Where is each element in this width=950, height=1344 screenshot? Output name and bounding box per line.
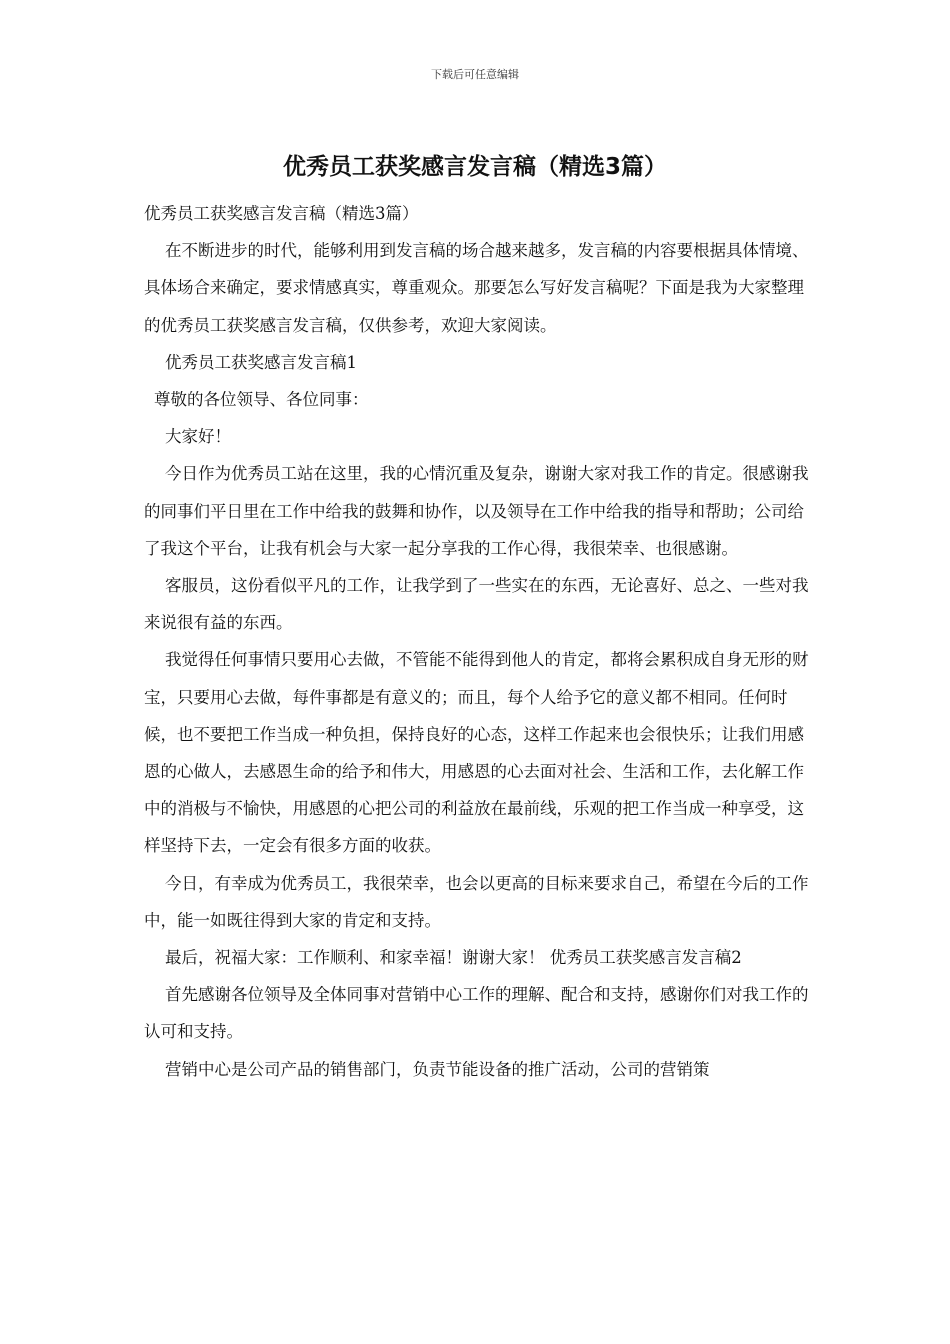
document-title: 优秀员工获奖感言发言稿（精选3篇） [282,154,667,180]
body-paragraph: 首先感谢各位领导及全体同事对营销中心工作的理解、配合和支持，感谢你们对我工作的认可和支持。 [144,985,809,1042]
body-paragraph: 营销中心是公司产品的销售部门，负责节能设备的推广活动，公司的营销策 [165,1059,710,1079]
intro-paragraph: 在不断进步的时代，能够利用到发言稿的场合越来越多，发言稿的内容要根据具体情境、具体场合来确定，要求情感真实，尊重观众。那要怎么写好发言稿呢？下面是我为大家整理的优秀员工获奖感言发言稿，仅供参考，欢迎大家阅读。 [144,241,809,335]
subtitle-line: 优秀员工获奖感言发言稿（精选3篇） [144,204,419,223]
closing-paragraph: 最后，祝福大家：工作顺利、和家幸福！谢谢大家！ 优秀员工获奖感言发言稿2 [165,948,742,968]
document-body [144,195,816,1088]
body-paragraph: 今日作为优秀员工站在这里，我的心情沉重及复杂，谢谢大家对我工作的肯定。很感谢我的同事们平日里在工作中给我的鼓舞和协作，以及领导在工作中给我的指导和帮助；公司给了我这个平台，让我有机会与大家一起分享我的工作心得，我很荣幸、也很感谢。 [144,464,809,558]
page-header-note: 下载后可任意编辑 [431,68,519,81]
salutation-line: 尊敬的各位领导、各位同事： [154,390,369,410]
body-paragraph: 今日，有幸成为优秀员工，我很荣幸，也会以更高的目标来要求自己，希望在今后的工作中，能一如既往得到大家的肯定和支持。 [144,873,809,930]
body-paragraph: 我觉得任何事情只要用心去做，不管能不能得到他人的肯定，都将会累积成自身无形的财宝，只要用心去做，每件事都是有意义的；而且，每个人给予它的意义都不相同。任何时候，也不要把工作当成一种负担，保持良好的心态，这样工作起来也会很快乐；让我们用感恩的心做人，去感恩生命的给予和伟大，用感恩的心去面对社会、生活和工作，去化解工作中的消极与不愉快，用感恩的心把公司的利益放在最前线，乐观的把工作当成一种享受，这样坚持下去，一定会有很多方面的收获。 [144,650,809,856]
body-paragraph: 客服员，这份看似平凡的工作，让我学到了一些实在的东西，无论喜好、总之、一些对我来说很有益的东西。 [144,576,809,633]
section-heading-1: 优秀员工获奖感言发言稿1 [165,352,357,372]
greeting-line: 大家好！ [165,427,231,447]
